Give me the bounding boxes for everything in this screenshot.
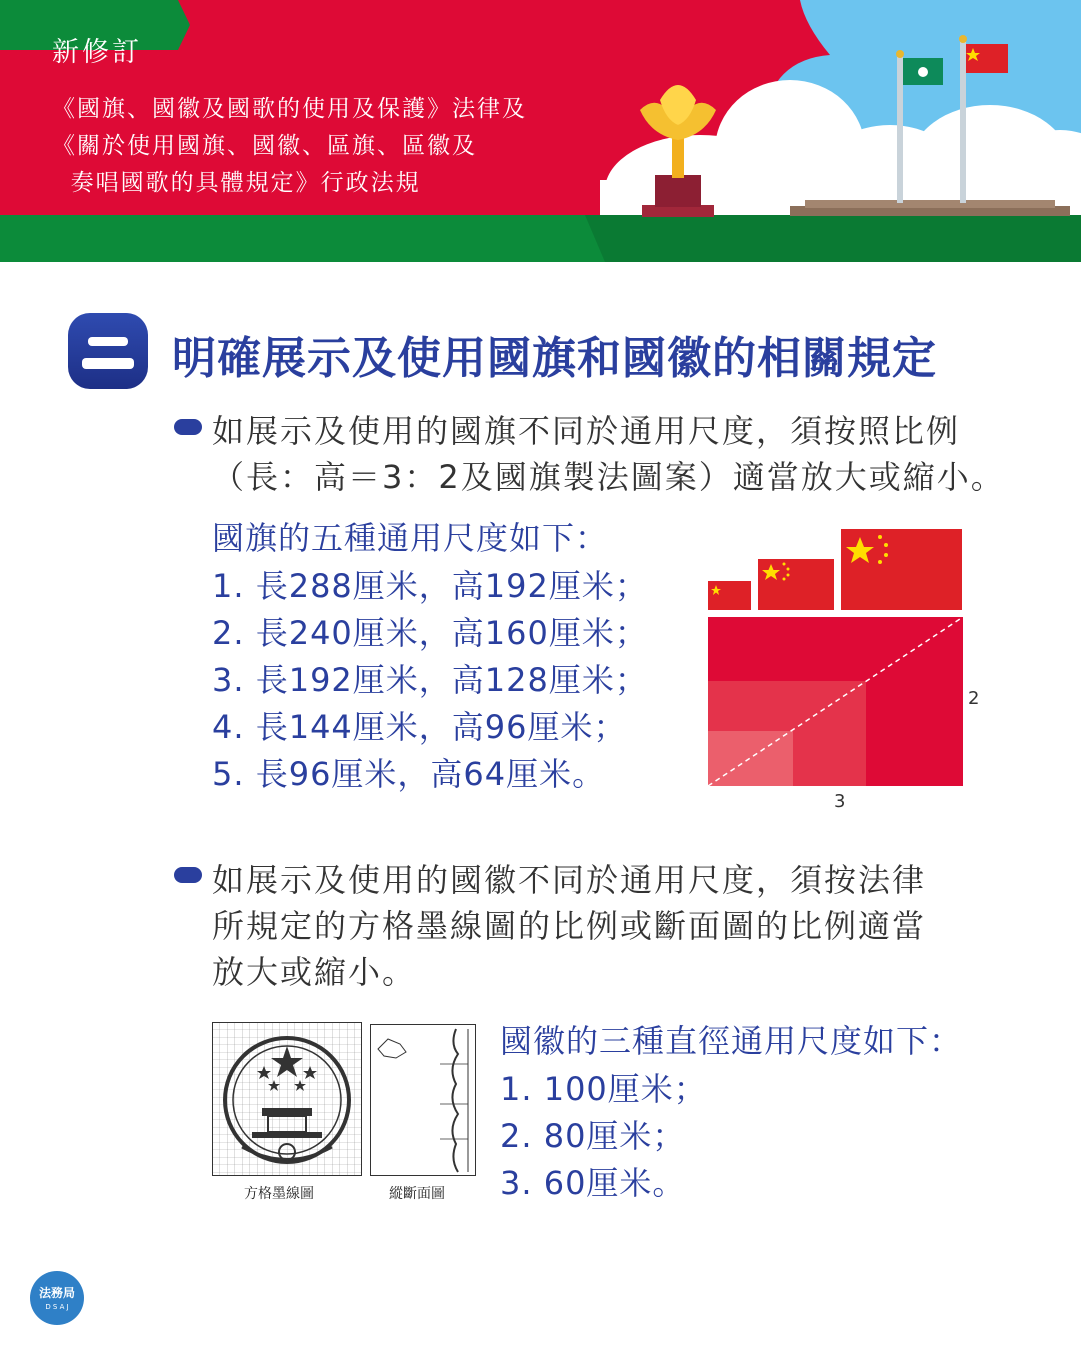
dsaj-logo <box>30 1271 84 1325</box>
flag-size-4: 4. 長144厘米，高96厘米； <box>212 708 627 746</box>
section-number-badge <box>68 313 148 389</box>
flag-size-1: 1. 長288厘米，高192厘米； <box>212 567 648 605</box>
emblem-rule-line-1: 如展示及使用的國徽不同於通用尺度，須按法律 <box>212 861 927 899</box>
emblem-rule-line-3: 放大或縮小。 <box>212 953 417 991</box>
section-drawing-caption: 縱斷面圖 <box>389 1186 445 1202</box>
diagram-height-label: 2 <box>968 688 980 709</box>
subtitle-line-1: 《國旗、國徽及國歌的使用及保護》法律及 <box>52 96 527 122</box>
flag-small <box>708 581 751 610</box>
logo-subtext: D S A J <box>45 1303 69 1311</box>
emblem-section-drawing <box>370 1024 476 1176</box>
flag-size-2: 2. 長240厘米，高160厘米； <box>212 614 648 652</box>
bullet-2 <box>174 867 202 883</box>
diagram-width-label: 3 <box>834 791 846 812</box>
emblem-rule-line-2: 所規定的方格墨線圖的比例或斷面圖的比例適當 <box>212 907 927 945</box>
logo-text: 法務局 <box>38 1286 75 1300</box>
emblem-size-1: 1. 100厘米； <box>500 1070 707 1108</box>
flag-rule-line-1: 如展示及使用的國旗不同於通用尺度，須按照比例 <box>212 412 961 450</box>
emblem-grid-drawing <box>212 1022 362 1176</box>
flag-size-3: 3. 長192厘米，高128厘米； <box>212 661 648 699</box>
flag-medium <box>758 559 834 610</box>
flag-sizes-heading: 國旗的五種通用尺度如下： <box>212 519 609 557</box>
emblem-sizes-heading: 國徽的三種直徑通用尺度如下： <box>500 1022 963 1060</box>
header-banner <box>0 0 1081 262</box>
bullet-1 <box>174 419 202 435</box>
flag-size-5: 5. 長96厘米，高64厘米。 <box>212 755 606 793</box>
emblem-size-3: 3. 60厘米。 <box>500 1164 686 1202</box>
subtitle-line-2: 《關於使用國旗、國徽、區旗、區徽及 <box>52 133 477 159</box>
ratio-rect-small <box>708 731 793 786</box>
subtitle-line-3: 奏唱國歌的具體規定》行政法規 <box>52 170 421 196</box>
section-title: 明確展示及使用國旗和國徽的相關規定 <box>172 333 937 384</box>
flag-rule-line-2: （長：高＝3：2及國旗製法圖案）適當放大或縮小。 <box>212 458 1005 496</box>
revision-tag: 新修訂 <box>52 37 142 68</box>
grid-drawing-caption: 方格墨線圖 <box>244 1186 314 1202</box>
emblem-size-2: 2. 80厘米； <box>500 1117 686 1155</box>
flag-proportion-diagram <box>700 520 990 820</box>
